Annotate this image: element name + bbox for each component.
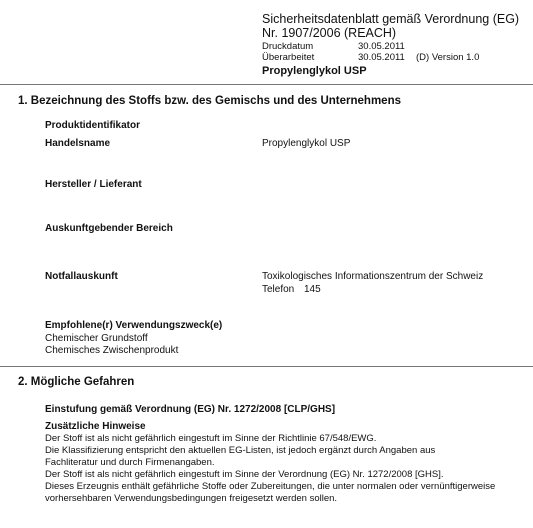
header-product-name: Propylenglykol USP [262, 65, 367, 77]
note-line: Der Stoff ist als nicht gefährlich eingestuft im Sinne der Verordnung (EG) Nr. 1272/2008 [GHS]. [45, 469, 444, 480]
use-item: Chemischer Grundstoff [45, 333, 148, 344]
document-title [262, 12, 519, 40]
revised-date: 30.05.2011 [358, 52, 405, 63]
use-item: Chemisches Zwischenprodukt [45, 345, 179, 356]
note-line: Der Stoff ist als nicht gefährlich eingestuft im Sinne der Richtlinie 67/548/EWG. [45, 433, 377, 444]
note-line: Fachliteratur und durch Firmenangaben. [45, 457, 215, 468]
info-department-label: Auskunftgebender Bereich [45, 223, 173, 234]
title-line-1: Sicherheitsdatenblatt gemäß Verordnung (EG) [262, 12, 520, 26]
print-date-value: 30.05.2011 [358, 41, 405, 52]
trade-name-label: Handelsname [45, 138, 111, 149]
manufacturer-label: Hersteller / Lieferant [45, 179, 142, 190]
emergency-label: Notfallauskunft [45, 271, 118, 282]
revised-label: Überarbeitet [262, 52, 315, 63]
divider [0, 84, 533, 85]
note-line: Dieses Erzeugnis enthält gefährliche Stoffe oder Zubereitungen, die unter normalen oder vernünftigerweise [45, 481, 496, 492]
divider [0, 366, 533, 367]
note-line: vorhersehbaren Verwendungsbedingungen freigesetzt werden sollen. [45, 493, 338, 504]
version-label: (D) Version 1.0 [416, 52, 480, 63]
note-line: Die Klassifizierung entspricht den aktuellen EG-Listen, ist jedoch ergänzt durch Angaben aus [45, 445, 436, 456]
title-line-2: Nr. 1907/2006 (REACH) [262, 26, 397, 40]
product-identifier-label: Produktidentifikator [45, 120, 141, 131]
emergency-phone-label: Telefon [262, 284, 295, 295]
section-2-heading: 2. Mögliche Gefahren [18, 376, 135, 388]
hazard-notes [45, 433, 495, 505]
trade-name-value: Propylenglykol USP [262, 138, 351, 149]
print-date-label: Druckdatum [262, 41, 314, 52]
section-1-heading: 1. Bezeichnung des Stoffs bzw. des Gemischs und des Unternehmens [18, 95, 401, 107]
additional-notes-label: Zusätzliche Hinweise [45, 421, 146, 432]
emergency-phone: 145 [304, 284, 321, 295]
emergency-center: Toxikologisches Informationszentrum der Schweiz [262, 271, 484, 282]
recommended-use-label: Empfohlene(r) Verwendungszweck(e) [45, 320, 223, 331]
classification-label: Einstufung gemäß Verordnung (EG) Nr. 1272/2008 [CLP/GHS] [45, 404, 336, 415]
